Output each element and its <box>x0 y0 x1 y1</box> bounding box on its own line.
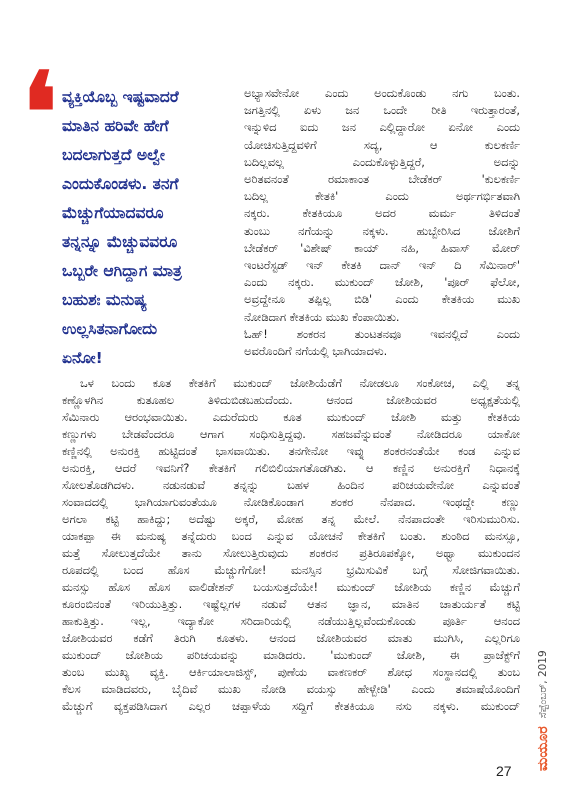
column-line: ನಕ್ಕರು. ಕೇತಕಿಯೂ ಅದರ ಮರ್ಮ ತಿಳಿದಂತೆ <box>244 206 520 221</box>
body-line: ಅನುರಕ್ತಿ, ಆದರೆ ಇವನಿಗೆ? ಕೇತಕಿಗೆ ಗಲಿಬಿಲಿಯಾಗತೊಡಗಿತು. ಆ ಕಣ್ಣಿನ ಅನುರಕ್ತಿಗೆ ನಿಧಾನಕ್ಕೆ <box>62 461 520 475</box>
body-line: ಹಾಕುತ್ತಿತ್ತು. ಇಲ್ಲ, ಇದ್ಯಾಕೋ ಸರಿದಾರಿಯಲ್ಲಿ ನಡೆಯುತ್ತಿಲ್ಲವೆಂದುಕೊಂಡು ಪೂರ್ತಿ ಆನಂದ <box>62 614 520 628</box>
issue-date: ಸೆಪ್ಟೆಂಬರ್, 2019 <box>536 650 549 719</box>
body-line: ಕಣ್ಣಿನಲ್ಲಿ ಅನುರಕ್ತಿ ಹುಟ್ಟಿದಂತೆ ಭಾಸವಾಯಿತು. ತನಗೇನೋ ಇವ್ನು ಶಂಕರನಂತೆಯೇ ಕಂಡ ಎನ್ನುವ <box>62 444 520 458</box>
pull-quote-line: ಮೆಚ್ಚುಗೆಯಾದವರೂ <box>62 204 164 222</box>
pull-quote-line: ಎಂದುಕೊಂಡಳು. ತನಗೆ <box>62 175 179 193</box>
pull-quote-line: ವ್ಯಕ್ತಿಯೊಬ್ಬ ಇಷ್ಟವಾದರೆ <box>62 88 179 106</box>
body-line: ಒಳ ಬಂದು ಕೂತ ಕೇತಕಿಗೆ ಮುಕುಂದ್ ಜೋಶಿಯೆಡೆಗೆ ನೋಡಲೂ ಸಂಕೋಚ, ಎಲ್ಲಿ ತನ್ನ <box>80 376 520 390</box>
body-line: ಕಣ್ಣೊಳಗಿನ ಕುತೂಹಲ ತಿಳಿದುಬಿಡಬಹುದೆಂದು. ಆನಂದ ಜೋಶಿಯವರ ಅಧ್ಯಕ್ಷತೆಯಲ್ಲಿ <box>62 393 520 407</box>
body-line: ಅಗಲಾ ಕಟ್ಟಿ ಹಾಕಿದ್ದು; ಅದೆಷ್ಟು ಅಕ್ಕರೆ, ಮೋಹ ತನ್ನ ಮೇಲೆ. ನೆನಪಾದಂತೇ ಇರಿಸುಮುರಿಸು. <box>62 512 520 526</box>
body-line: ಸೋಲತೊಡಗಿದಳು. ನಡುನಡುವೆ ತನ್ನನ್ನು ಬಹಳ ಹಿಂದಿನ ಪರಿಚಯವೇನೋ ಎನ್ನುವಂತೆ <box>62 478 520 492</box>
pull-quote-line: ಬಹುಶಃ ಮನುಷ್ಯ <box>62 291 147 309</box>
column-line: ಅಭ್ಯಾಸವೇನೋ ಎಂದು ಅಂದುಕೊಂಡು ನಗು ಬಂತು. <box>244 86 520 100</box>
pull-quote-line: ತನ್ನನ್ನೂ ಮೆಚ್ಚುವವರೂ <box>62 233 178 251</box>
body-line: ಮನಸ್ಸು ಹೊಸ ಹೊಸ ವಾಲಿಡೇಶನ್ ಬಯಸುತ್ತದೆಯೇ! ಮುಕುಂದ್ ಜೋಶಿಯ ಕಣ್ಣಿನ ಮೆಚ್ಚುಗೆ <box>62 580 520 594</box>
body-line: ಜೋಶಿಯವರ ಕಡೆಗೆ ತಿರುಗಿ ಕೂತಳು. ಆನಂದ ಜೋಶಿಯವರ ಮಾತು ಮುಗಿಸಿ, ಎಲ್ಲರಿಗೂ <box>62 631 520 645</box>
column-line: ಜಗತ್ತಿನಲ್ಲಿ ಏಳು ಜನ ಒಂದೇ ರೀತಿ ಇರುತ್ತಾರಂತೆ, <box>244 103 520 118</box>
column-line: ಇಂಟರೆಸ್ಟಡ್ ಇನ್ ಕೇತಕಿ ದಾನ್ ಇನ್ ದಿ ಸೆಮಿನಾರ್' <box>244 258 520 273</box>
column-line: ಬದಿಲ್ಲವಲ್ಲ ಎಂದುಕೊಳ್ಳುತ್ತಿದ್ದರೆ, ಅದನ್ನು <box>244 154 520 169</box>
quote-mark-icon: ❛ <box>22 48 58 177</box>
pull-quote-line: ಉಲ್ಲಸಿತನಾಗೋದು <box>62 320 158 338</box>
magazine-side-label <box>530 596 550 772</box>
pull-quote <box>62 83 232 373</box>
column-line: ಯೋಚಿಸುತ್ತಿದ್ದವಳಿಗೆ ಸದ್ಯ, ಆ ಕುಲಕರ್ಣಿ <box>244 137 520 152</box>
column-line: ಅವರೊಂದಿಗೆ ನಗೆಯಲ್ಲಿ ಭಾಗಿಯಾದಳು. <box>244 344 388 359</box>
body-line: ಮತ್ತೆ ಸೋಲುತ್ತದೆಯೇ ತಾನು ಸೋಲುತ್ತಿರುವುದು ಶಂಕರನ ಪ್ರತಿರೂಪಕ್ಕೋ, ಅಥ್ವಾ ಮುಕುಂದನ <box>62 546 520 560</box>
column-line: ಬೇಡೆಕರ್ 'ವಿಶೇಷ್ ಕಾಯ್ ನಹಿ, ಹಿವಾಸ್ ಮೋರ್ <box>244 240 520 255</box>
pull-quote-line: ಮಾತಿನ ಹರಿವೇ ಹೇಗೆ <box>62 117 169 135</box>
body-line: ಸಂವಾದದಲ್ಲಿ ಭಾಗಿಯಾಗುವಂತೆಯೂ ನೋಡಿಕೊಂಡಾಗ ಶಂಕರ ನೆನಪಾದ. ಇಂಥದ್ದೇ ಕಣ್ಣು <box>62 495 520 509</box>
body-line: ಮುಕುಂದ್ ಜೋಶಿಯ ಪರಿಚಯವನ್ನು ಮಾಡಿದರು. 'ಮುಕುಂದ್ ಜೋಶಿ, ಈ ಪ್ರಾಜೆಕ್ಟ್‌ಗೆ <box>62 648 520 662</box>
body-line: ಮೆಚ್ಚುಗೆ ವ್ಯಕ್ತಪಡಿಸಿದಾಗ ಎಲ್ಲರ ಚಪ್ಪಾಳೆಯ ಸದ್ದಿಗೆ ಕೇತಕಿಯೂ ನಸು ನಕ್ಕಳು. ಮುಕುಂದ್ <box>62 699 520 713</box>
column-line: ಎಂದು ನಕ್ಕರು. ಮುಕುಂದ್ ಜೋಶಿ, 'ಪೂರ್ ಫೆಲೋ, <box>244 275 520 290</box>
pull-quote-line: ಬದಲಾಗುತ್ತದೆ ಅಲ್ವೇ <box>62 146 166 164</box>
column-line: ನೋಡಿದಾಗ ಕೇತಕಿಯ ಮುಖ ಕೆಂಪಾಯಿತು. <box>244 309 400 324</box>
body-line: ಯಾಕಪ್ಪಾ ಈ ಮನುಷ್ಯ ತನ್ನೆದುರು ಬಂದ ಎನ್ನುವ ಯೋಚನೆ ಕೇತಕಿಗೆ ಬಂತು. ಶುಂಠಿದ ಮನಸ್ಸೂ, <box>62 529 520 543</box>
body-line: ಕಣ್ಣುಗಳು ಬೇಡವೆಂದರೂ ಆಗಾಗ ಸಂಧಿಸುತ್ತಿದ್ದವು. ಸಹಜವೆನ್ನುವಂತೆ ನೋಡಿದರೂ ಯಾಕೋ <box>62 427 520 441</box>
column-line: ಇನ್ನುಳಿದ ಐದು ಜನ ಎಲ್ಲಿದ್ದಾರೋ ಏನೋ ಎಂದು <box>244 120 520 135</box>
column-line: ಅರಿತವನಂತೆ ರಮಾಕಾಂತ ಬೇಡೆಕರ್ 'ಕುಲಕರ್ಣಿ <box>244 172 520 187</box>
body-line: ಸೆಮಿನಾರು ಆರಂಭವಾಯಿತು. ಎದುರೆದುರು ಕೂತ ಮುಕುಂದ್ ಜೋಶಿ ಮತ್ತು ಕೇತಕಿಯ <box>62 410 520 424</box>
right-column-text <box>244 85 520 360</box>
column-line: ಅವ್ರದ್ದೇನೂ ತಪ್ಪಿಲ್ಲ ಬಿಡಿ' ಎಂದು ಕೇತಕಿಯ ಮುಖ <box>244 292 520 307</box>
body-line: ಕೆಲಸ ಮಾಡಿದವರು, ಬೈದಿವೆ ಮುಖ ನೋಡಿ ವಯಸ್ಸು ಹೇಳ್ಬೇಡಿ' ಎಂದು ತಮಾಷೆಯೊಂದಿಗೆ <box>62 682 520 696</box>
body-line: ತುಂಬ ಮುಖ್ಯ ವ್ಯಕ್ತಿ. ಆರ್ಕಿಯಾಲಾಜಿಸ್ಟ್, ಪುಣೆಯ ವಾಕಣಕರ್ ಶೋಧ ಸಂಸ್ಥಾನದಲ್ಲಿ ತುಂಬ <box>62 665 520 679</box>
column-line: ಬದಿಲ್ಲ ಕೇತಕಿ' ಎಂದು ಅರ್ಥಗರ್ಭಿತವಾಗಿ <box>244 189 520 204</box>
pull-quote-line: ಏನೋ! <box>62 349 103 367</box>
body-text <box>62 375 520 715</box>
body-line: ರೂಪದಲ್ಲಿ ಬಂದ ಹೊಸ ಮೆಚ್ಚುಗೆಗೋ! ಮನಸ್ಸಿನ ಭ್ರಮಿಸುವಿಕೆ ಬಗ್ಗೆ ಸೋಜಿಗವಾಯಿತು. <box>62 563 520 577</box>
column-line: ತುಂಬು ನಗೆಯನ್ನು ನಕ್ಕಳು. ಹುಬ್ಬೇರಿಸಿದ ಜೋಶಿಗೆ <box>244 223 520 238</box>
column-line: ಓಹ್! ಶಂಕರನ ತುಂಟತನವೂ ಇವನಲ್ಲಿದೆ ಎಂದು <box>244 326 520 341</box>
body-line: ಕೂರಂಬಿನಂತೆ ಇರಿಯುತ್ತಿತ್ತು. ಇಷ್ಟೆಲ್ಲಗಳ ನಡುವೆ ಆತನ ಜ್ಞಾನ, ಮಾತಿನ ಚಾತುರ್ಯತೆ ಕಟ್ಟಿ <box>62 597 520 611</box>
magazine-brand: ಮಯೂರ <box>535 726 551 771</box>
page-number: 27 <box>496 763 512 779</box>
pull-quote-line: ಒಬ್ಬರೇ ಆಗಿದ್ದಾಗ ಮಾತ್ರ <box>62 262 182 280</box>
